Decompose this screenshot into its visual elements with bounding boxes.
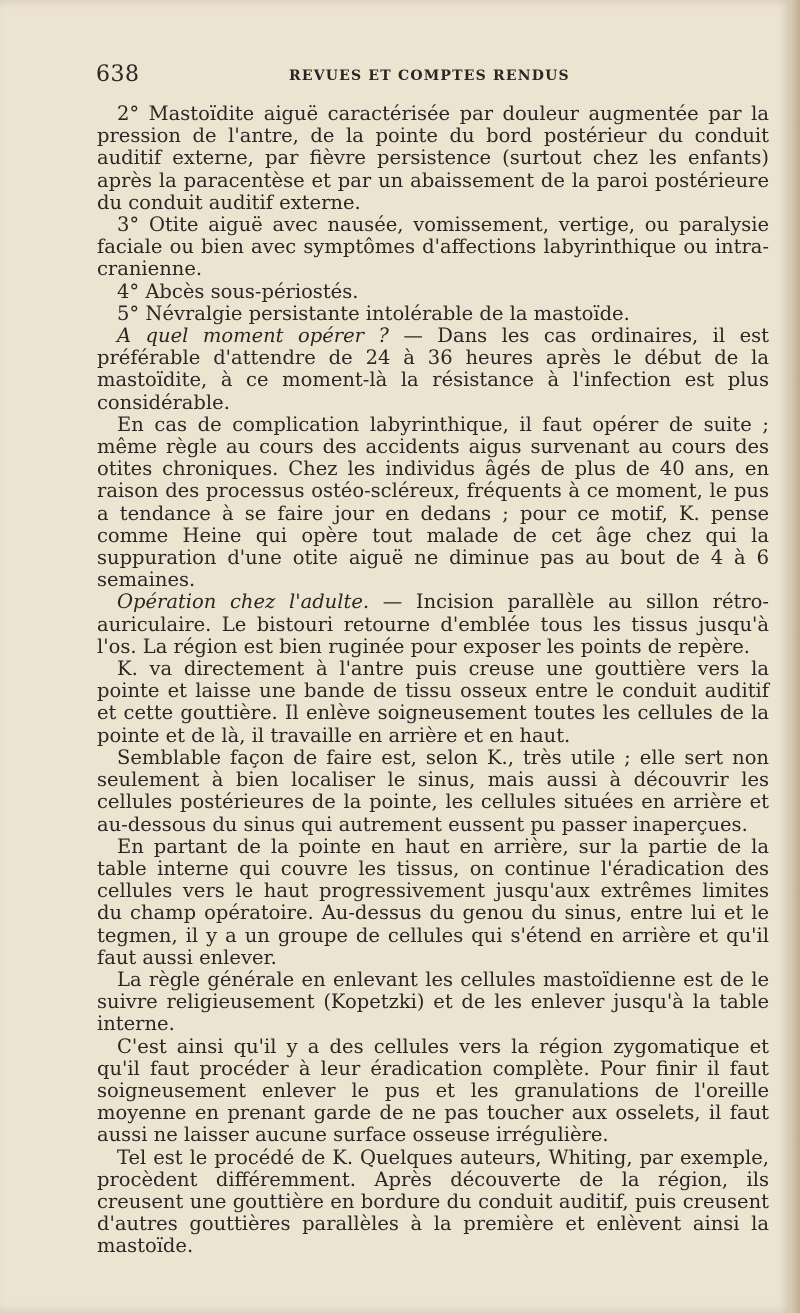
- paragraph: A quel moment opérer ? — Dans les cas ordinaires, il est préférable d'attendre de 24 à 36 heures après le début de la mastoïdite, à ce moment-là la résistance à l'infection est plus considérable.: [97, 324, 769, 414]
- page-number: 638: [96, 62, 140, 87]
- paragraph: Opération chez l'adulte. — Incision parallèle au sillon rétro-auriculaire. Le bistouri retourne d'emblée tous les tissus jusqu'à l'os. La région est bien ruginée pour exposer les points de repère.: [97, 590, 769, 658]
- body-text: [97, 103, 769, 1258]
- section-lead: A quel moment opérer ?: [117, 324, 389, 348]
- paragraph: 2° Mastoïdite aiguë caractérisée par douleur augmentée par la pression de l'antre, de la pointe du bord postérieur du conduit auditif externe, par fièvre persistence (surtout chez les enfants) après la paracentèse et par un abaissement de la paroi postérieure du conduit auditif externe.: [97, 102, 769, 214]
- paragraph: En cas de complication labyrinthique, il faut opérer de suite ; même règle au cours des accidents aigus survenant au cours des otites chroniques. Chez les individus âgés de plus de 40 ans, en raison des processus ostéo-scléreux, fréquents à ce moment, le pus a tendance à se faire jour en dedans ; pour ce motif, K. pense comme Heine qui opère tout malade de cet âge chez qui la suppuration d'une otite aiguë ne diminue pas au bout de 4 à 6 semaines.: [97, 412, 769, 592]
- page-edge: [790, 0, 800, 1313]
- paragraph: 3° Otite aiguë avec nausée, vomissement, vertige, ou paralysie faciale ou bien avec symptômes d'affections labyrinthique ou intra-cranienne.: [97, 213, 769, 281]
- paragraph: K. va directement à l'antre puis creuse une gouttière vers la pointe et laisse une bande de tissu osseux entre le conduit auditif et cette gouttière. Il enlève soigneusement toutes les cellules de la pointe et de là, il travaille en arrière et en haut.: [97, 657, 769, 747]
- paragraph: 4° Abcès sous-périostés.: [117, 279, 359, 303]
- paragraph: C'est ainsi qu'il y a des cellules vers la région zygomatique et qu'il faut procéder à leur éradication complète. Pour finir il faut soigneusement enlever le pus et les granulations de l'oreille moyenne en prenant garde de ne pas toucher aux osselets, il faut aussi ne laisser aucune surface osseuse irrégulière.: [97, 1034, 769, 1147]
- paragraph: En partant de la pointe en haut en arrière, sur la partie de la table interne qui couvre les tissus, on continue l'éradication des cellules vers le haut progressivement jusqu'aux extrêmes limites du champ opératoire. Au-dessus du genou du sinus, entre lui et le tegmen, il y a un groupe de cellules qui s'étend en arrière et qu'il faut aussi enlever.: [97, 834, 769, 969]
- running-title: REVUES ET COMPTES RENDUS: [289, 68, 570, 84]
- paragraph: 5° Névralgie persistante intolérable de la mastoïde.: [117, 301, 630, 325]
- section-lead: Opération chez l'adulte.: [117, 590, 370, 614]
- paragraph: Tel est le procédé de K. Quelques auteurs, Whiting, par exemple, procèdent différemment. Après découverte de la région, ils creusent une gouttière en bordure du conduit auditif, puis creusent d'autres gouttières parallèles à la première et enlèvent ainsi la mastoïde.: [97, 1145, 769, 1258]
- paragraph: La règle générale en enlevant les cellules mastoïdienne est de le suivre religieusement (Kopetzki) et de les enlever jusqu'à la table interne.: [97, 967, 769, 1036]
- page-header: [96, 62, 736, 96]
- paragraph: Semblable façon de faire est, selon K., très utile ; elle sert non seulement à bien localiser le sinus, mais aussi à découvrir les cellules postérieures de la pointe, les cellules situées en arrière et au-dessous du sinus qui autrement eussent pu passer inaperçues.: [97, 745, 769, 836]
